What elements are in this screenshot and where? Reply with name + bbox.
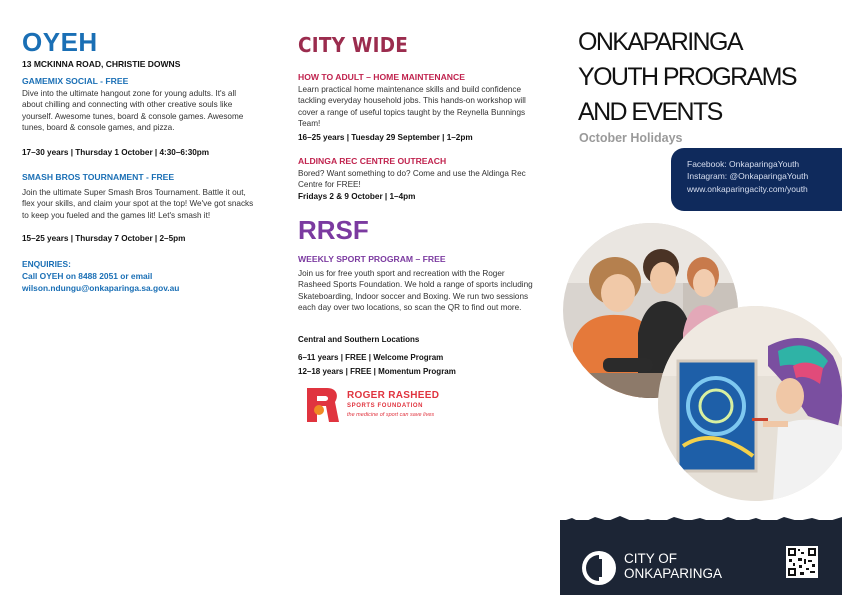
painting-photo: [658, 306, 842, 501]
aldinga-title: ALDINGA REC CENTRE OUTREACH: [298, 156, 447, 166]
weekly-sport-body: Join us for free youth sport and recreation with the Roger Rasheed Sports Foundation. We hold a range of sports including Skateboarding, Indoor soccer and Boxing. We run two sessions each day over two locations, so scan the QR to find out more.: [298, 269, 533, 312]
aldinga-meta: Fridays 2 & 9 October | 1–4pm: [298, 192, 416, 201]
enquiries-block: [22, 258, 179, 294]
cover-subtitle: October Holidays: [579, 131, 683, 145]
website-link[interactable]: www.onkaparingacity.com/youth: [687, 183, 808, 194]
home-maintenance-title: HOW TO ADULT – HOME MAINTENANCE: [298, 72, 465, 82]
rrsf-program-1: 6–11 years | FREE | Welcome Program: [298, 353, 444, 362]
rrsf-logo-sub: SPORTS FOUNDATION: [347, 403, 424, 409]
rrsf-heading: RRSF: [298, 215, 369, 245]
home-maintenance-meta: 16–25 years | Tuesday 29 September | 1–2pm: [298, 133, 473, 142]
smashbros-title: SMASH BROS TOURNAMENT - FREE: [22, 172, 175, 182]
rrsf-logo-name: ROGER RASHEED: [347, 390, 440, 401]
smashbros-body: Join the ultimate Super Smash Bros Tournament. Battle it out, flex your skills, and claim your spot at the top! We've got snacks to keep you fueled and the games lit! Let's smash it!: [22, 188, 254, 220]
facebook-link[interactable]: Facebook: OnkaparingaYouth: [687, 159, 800, 169]
rrsf-logo: [305, 386, 465, 424]
gamemix-title: GAMEMIX SOCIAL - FREE: [22, 76, 129, 86]
oyeh-heading: OYEH: [22, 27, 98, 57]
instagram-link[interactable]: Instagram: @OnkaparingaYouth: [687, 171, 809, 182]
enquiries-phone: Call OYEH on 8488 2051 or email: [22, 271, 153, 281]
cover-column: [560, 0, 842, 595]
cover-title-line-1: ONKAPARINGA: [578, 28, 742, 56]
citywide-heading: CITY WIDE: [298, 33, 409, 57]
cover-title-line-2: YOUTH PROGRAMS: [578, 63, 796, 91]
city-logo-line-2: ONKAPARINGA: [624, 566, 723, 581]
rrsf-program-2: 12–18 years | FREE | Momentum Program: [298, 367, 456, 376]
oyeh-address: 13 MCKINNA ROAD, CHRISTIE DOWNS: [22, 59, 181, 69]
rrsf-locations: Central and Southern Locations: [298, 335, 420, 344]
city-logo-line-1: CITY OF: [624, 551, 678, 566]
rrsf-logo-tagline: the medicine of sport can save lives: [347, 412, 435, 418]
weekly-sport-title: WEEKLY SPORT PROGRAM – FREE: [298, 254, 446, 264]
gamemix-meta: 17–30 years | Thursday 1 October | 4:30–6:30pm: [22, 148, 210, 157]
aldinga-body: Bored? Want something to do? Come and use the Aldinga Rec Centre for FREE!: [298, 169, 526, 190]
cover-title-line-3: AND EVENTS: [578, 98, 722, 126]
social-links-panel: [671, 148, 842, 211]
rrsf-logo-mark-icon: [305, 386, 341, 424]
home-maintenance-body: Learn practical home maintenance skills and build confidence tackling everyday household jobs. This hands-on workshop will cover a range of useful topics taught by the Reynella Bunnings Team!: [298, 85, 526, 128]
qr-code-icon[interactable]: [786, 546, 818, 578]
enquiries-email[interactable]: wilson.ndungu@onkaparinga.sa.gov.au: [22, 283, 180, 293]
smashbros-meta: 15–25 years | Thursday 7 October | 2–5pm: [22, 234, 186, 243]
city-logo-text: [624, 551, 722, 581]
gamemix-body: Dive into the ultimate hangout zone for young adults. It's all about chilling and connecting with other creative souls like yourself. Awesome tunes, board & console games. Awesome tunes, board & console games, and pizza.: [22, 89, 244, 132]
city-logo-icon: [580, 549, 618, 587]
enquiries-label: ENQUIRIES:: [22, 259, 71, 269]
